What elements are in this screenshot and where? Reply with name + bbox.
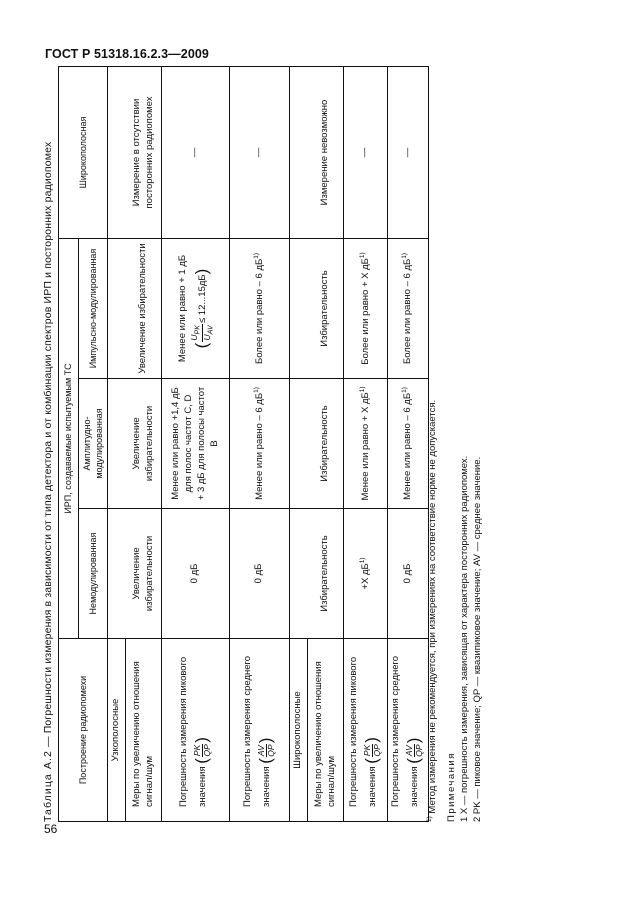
wide-header: Широкополосная xyxy=(59,67,108,239)
narrow-peak-c3: Менее или равно + 1 дБ ( $U_{PK}$ $U_{AV}$ ≤ 12...15дБ) xyxy=(162,239,230,379)
wide-measures-label: Меры по увеличению отношения сигнал/шум xyxy=(308,639,344,822)
group-header: ИРП, создаваемые испытуемым ТС xyxy=(59,239,79,639)
page-number: 56 xyxy=(44,822,58,836)
wide-peak-label: Погрешность измерения пикового значения ( PK QP ) xyxy=(344,639,388,822)
narrow-measures-c1: Увеличение избирательности xyxy=(126,509,162,639)
narrow-peak-c4: — xyxy=(162,67,230,239)
narrow-peak-c2: Менее или равно +1,4 дБ для полос частот C, D + 3 дБ для полосы частот B xyxy=(162,379,230,509)
wide-measures-c4: Измерение невозможно xyxy=(308,67,344,239)
narrow-avg-c2: Менее или равно – 6 $дБ^{1)}$ xyxy=(230,379,290,509)
col-header-unmodulated: Немодулированная xyxy=(79,509,108,639)
caption-text: — Погрешности измерения в зависимости от типа детектора и от комбинации спектров ИРП и посторонних радиопомех xyxy=(42,141,54,751)
fraction-pk-qp: PK QP xyxy=(191,744,212,757)
fraction-upk-uav: $U_{PK}$ $U_{AV}$ xyxy=(188,325,215,341)
corner-header: Построение радиопомехи xyxy=(59,639,108,822)
narrow-peak-label: Погрешность измерения пикового значения ( PK QP ) xyxy=(162,639,230,822)
footnote-1: $^{1)}$ Метод измерения не рекомендуется, при измерениях на соответствие норме не допускается. xyxy=(426,399,439,822)
note-2: 2 PK — пиковое значение; QP — квазипиковое значение; AV — среднее значение. xyxy=(471,456,483,822)
narrow-avg-c3: Более или равно – 6 $дБ^{1)}$ xyxy=(230,239,290,379)
narrow-avg-label: Погрешность измерения среднего значения ( AV QP ) xyxy=(230,639,290,822)
wide-measures-c2: Избирательность xyxy=(308,379,344,509)
narrow-measures-c4: Измерение в отсутствии посторонних радиопомех xyxy=(126,67,162,239)
narrow-peak-c1: 0 дБ xyxy=(162,509,230,639)
wide-avg-c1: 0 дБ xyxy=(388,509,429,639)
wide-peak-c4: — xyxy=(344,67,388,239)
footnotes xyxy=(426,400,484,822)
wide-avg-label: Погрешность измерения среднего значения ( AV QP ) xyxy=(388,639,429,822)
wide-avg-c2: Менее или равно – 6 $дБ^{1)}$ xyxy=(388,379,429,509)
fraction-av-qp: AV QP xyxy=(255,744,276,757)
wide-peak-c2: Менее или равно + X $дБ^{1)}$ xyxy=(344,379,388,509)
narrow-avg-c4: — xyxy=(230,67,290,239)
narrow-measures-c2: Увеличение избирательности xyxy=(126,379,162,509)
col-header-am: Амплитудно-модулированная xyxy=(79,379,108,509)
section-wideband: Широкополосные xyxy=(290,639,308,822)
note-1: 1 X — погрешность измерения, зависящая от характера посторонних радиопомех. xyxy=(458,455,470,822)
wide-avg-c3: Более или равно – 6 $дБ^{1)}$ xyxy=(388,239,429,379)
wide-peak-c1: +X $дБ^{1)}$ xyxy=(344,509,388,639)
section-narrowband: Узкополосные xyxy=(108,639,126,822)
wide-measures-c1: Избирательность xyxy=(308,509,344,639)
narrow-avg-c1: 0 дБ xyxy=(230,509,290,639)
error-table xyxy=(58,66,429,822)
table-caption xyxy=(42,142,54,822)
narrow-measures-label: Меры по увеличению отношения сигнал/шум xyxy=(126,639,162,822)
col-header-pulse: Импульсно-модулированная xyxy=(79,239,108,379)
caption-label: Таблица А.2 xyxy=(42,750,54,822)
document-header: ГОСТ Р 51318.16.2.3—2009 xyxy=(45,47,209,61)
rotated-table-area xyxy=(42,67,552,822)
narrow-measures-c3: Увеличение избирательности xyxy=(126,239,162,379)
wide-measures-c3: Избирательность xyxy=(308,239,344,379)
wide-peak-c3: Более или равно + X $дБ^{1)}$ xyxy=(344,239,388,379)
notes-title: Примечания xyxy=(445,752,457,822)
wide-avg-c4: — xyxy=(388,67,429,239)
